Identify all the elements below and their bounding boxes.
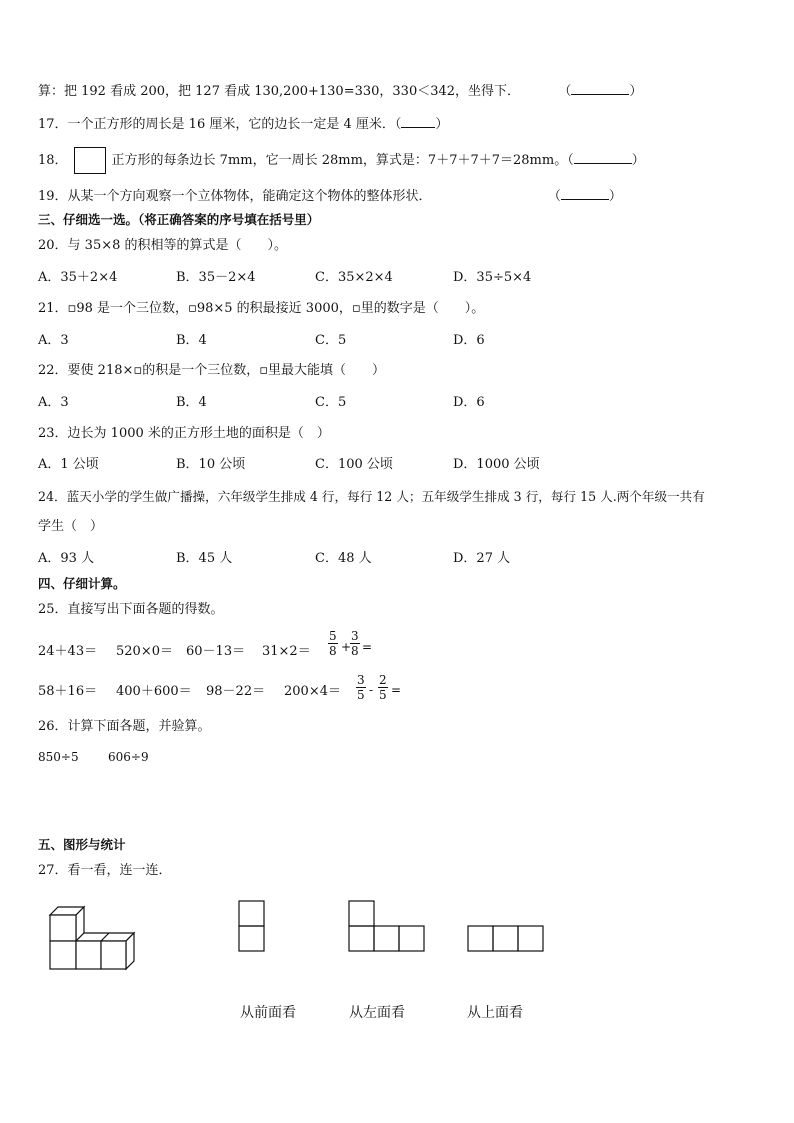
- square-figure: [74, 147, 106, 174]
- q24-text-line2: 学生（ ）: [38, 519, 104, 534]
- q24-text-line1: 24．蓝天小学的学生做广播操，六年级学生排成 4 行，每行 12 人；五年级学生排成 3 行，每行 15 人.两个年级一共有: [38, 489, 705, 504]
- q25-text: 25．直接写出下面各题的得数。: [38, 602, 224, 617]
- caption-front-view[interactable]: 从前面看: [240, 1005, 296, 1021]
- q25-frac1-op: +: [341, 640, 352, 654]
- q25-row1-item4: 31×2＝: [262, 644, 311, 659]
- q24-option-c[interactable]: C．48 人: [315, 551, 372, 566]
- q24-option-b[interactable]: B．45 人: [176, 551, 233, 566]
- cube-solid-figure: [46, 905, 146, 985]
- q25-row2-item3: 98－22＝: [206, 684, 266, 699]
- q25-frac2-op: -: [369, 683, 374, 697]
- q25-frac2-eq: =: [391, 683, 402, 697]
- q19-text: 19．从某一个方向观察一个立体物体，能确定这个物体的整体形状．: [38, 189, 432, 204]
- q19-answer-blank[interactable]: [561, 187, 609, 200]
- section-4-heading: 四、仔细计算。: [38, 576, 126, 591]
- q23-option-c[interactable]: C．100 公顷: [315, 457, 393, 472]
- q22-text: 22．要使 218×▫的积是一个三位数，▫里最大能填（ ）: [38, 363, 386, 378]
- q25-row1-item2: 520×0＝: [116, 644, 173, 659]
- caption-top-view[interactable]: 从上面看: [467, 1005, 523, 1021]
- view-front-figure: [237, 899, 267, 953]
- q25-row2-item4: 200×4＝: [284, 684, 341, 699]
- q25-row2-item2: 400＋600＝: [116, 684, 192, 699]
- q25-fraction-3-5: $\frac{3}{5}$: [357, 673, 365, 702]
- q25-fraction-3-8: $\frac{3}{8}$: [351, 629, 359, 658]
- q21-option-a[interactable]: A．3: [38, 333, 69, 348]
- q25-frac1-eq: =: [362, 640, 373, 654]
- q20-option-b[interactable]: B．35－2×4: [176, 270, 256, 285]
- q25-fraction-5-8: $\frac{5}{8}$: [329, 629, 337, 658]
- q22-option-a[interactable]: A．3: [38, 395, 69, 410]
- q16-line: 算：把 192 看成 200，把 127 看成 130,200+130=330，330＜342，坐得下． （ ）: [38, 84, 643, 99]
- q20-option-d[interactable]: D．35÷5×4: [453, 270, 532, 285]
- section-3-heading: 三、仔细选一选。（将正确答案的序号填在括号里）: [38, 212, 320, 227]
- q22-option-b[interactable]: B．4: [176, 395, 207, 410]
- q17-answer-blank[interactable]: [401, 115, 435, 128]
- q21-text: 21．▫98 是一个三位数，▫98×5 的积最接近 3000，▫里的数字是（ ）。: [38, 301, 485, 316]
- q16-text: 算：把 192 看成 200，把 127 看成 130,200+130=330，330＜342，坐得下．: [38, 84, 521, 99]
- q23-option-d[interactable]: D．1000 公顷: [453, 457, 540, 472]
- q23-text: 23．边长为 1000 米的正方形土地的面积是（ ）: [38, 426, 330, 441]
- q25-row2-item1: 58＋16＝: [38, 684, 98, 699]
- q21-option-d[interactable]: D．6: [453, 333, 485, 348]
- q26-item1: 850÷5: [38, 750, 79, 764]
- q17-line: 17．一个正方形的周长是 16 厘米，它的边长一定是 4 厘米．（ ）: [38, 117, 449, 132]
- section-5-heading: 五、图形与统计: [38, 837, 126, 852]
- q27-text: 27．看一看，连一连．: [38, 863, 172, 878]
- q23-option-b[interactable]: B．10 公顷: [176, 457, 246, 472]
- q21-option-c[interactable]: C．5: [315, 333, 347, 348]
- q21-option-b[interactable]: B．4: [176, 333, 207, 348]
- q18-line: 18． 正方形的每条边长 7mm，它一周长 28mm，算式是：7＋7＋7＋7＝28mm。（ ）: [38, 147, 645, 174]
- q25-row1-item3: 60－13＝: [186, 644, 246, 659]
- q18-number: 18．: [38, 153, 68, 168]
- q20-option-c[interactable]: C．35×2×4: [315, 270, 393, 285]
- q18-answer-blank[interactable]: [574, 151, 632, 164]
- q24-option-a[interactable]: A．93 人: [38, 551, 95, 566]
- q19-line: 19．从某一个方向观察一个立体物体，能确定这个物体的整体形状． （ ）: [38, 189, 622, 204]
- q24-option-d[interactable]: D．27 人: [453, 551, 511, 566]
- q26-text: 26．计算下面各题，并验算。: [38, 719, 211, 734]
- view-left-figure: [347, 899, 429, 953]
- q16-answer-blank[interactable]: [571, 82, 629, 95]
- q17-text: 17．一个正方形的周长是 16 厘米，它的边长一定是 4 厘米．（: [38, 117, 402, 132]
- q25-fraction-2-5: $\frac{2}{5}$: [379, 673, 387, 702]
- q20-text: 20．与 35×8 的积相等的算式是（ ）。: [38, 238, 288, 253]
- q26-item2: 606÷9: [108, 750, 149, 764]
- q20-option-a[interactable]: A．35＋2×4: [38, 270, 118, 285]
- q25-row1-item1: 24＋43＝: [38, 644, 98, 659]
- caption-left-view[interactable]: 从左面看: [349, 1005, 405, 1021]
- q22-option-d[interactable]: D．6: [453, 395, 485, 410]
- q23-option-a[interactable]: A．1 公顷: [38, 457, 99, 472]
- q22-option-c[interactable]: C．5: [315, 395, 347, 410]
- view-top-figure: [466, 924, 548, 954]
- q18-text: 正方形的每条边长 7mm，它一周长 28mm，算式是：7＋7＋7＋7＝28mm。（: [111, 153, 574, 168]
